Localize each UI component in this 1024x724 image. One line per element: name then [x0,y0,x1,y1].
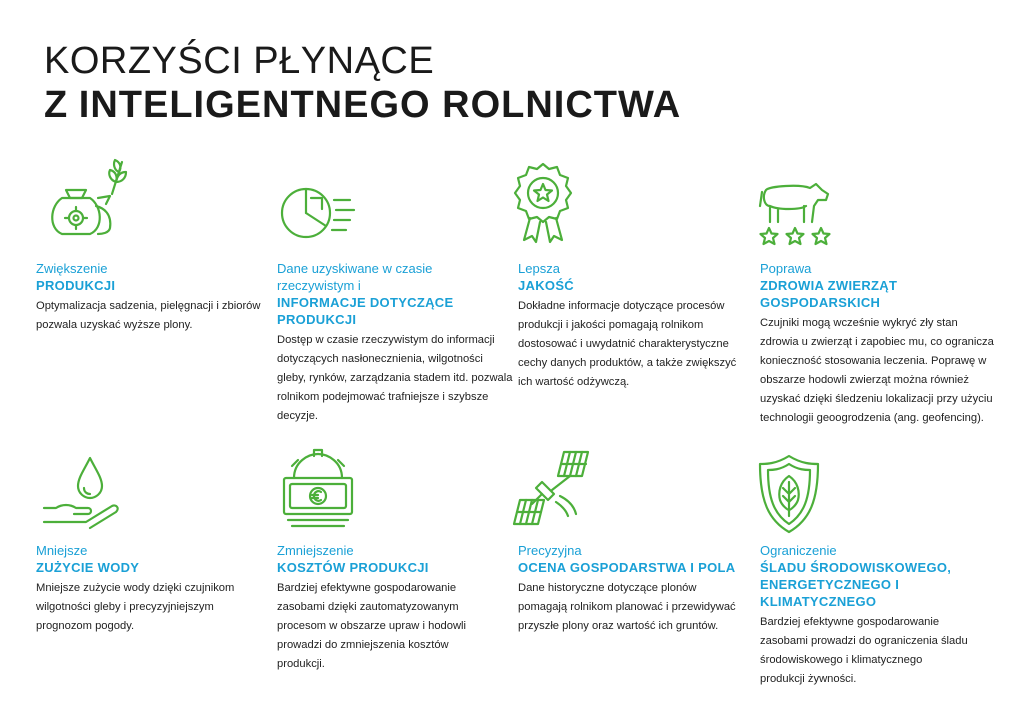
benefit-subtitle: Zmniejszenie [277,543,354,558]
benefit-quality [518,260,754,392]
benefit-water-usage [36,542,272,636]
pie-chart-data-icon [278,178,358,248]
benefit-farm-assessment [518,542,754,636]
water-drop-hand-icon [40,450,124,530]
benefit-description: Optymalizacja sadzenia, pielęgnacji i zbiorów pozwala uzyskać wyższe plony. [36,300,261,331]
benefit-heading: ŚLADU ŚRODOWISKOWEGO, ENERGETYCZNEGO I KLIMATYCZNEGO [760,560,952,609]
cow-stars-icon [756,176,834,252]
benefit-subtitle: Lepsza [518,261,560,276]
euro-banknote-gear-icon [278,448,358,530]
title-line-2 [44,86,681,124]
benefit-subtitle: Poprawa [760,261,812,276]
benefit-subtitle: Mniejsze [36,543,88,558]
benefit-subtitle: Precyzyjna [518,543,582,558]
benefit-subtitle: Zwiększenie [36,261,108,276]
benefit-description: Dostęp w czasie rzeczywistym do informacji dotyczących nasłonecznienia, wilgotności gleby, rynków, zarządzania stadem itd. pozwala rolnikom podejmować trafniejsze i szybsze decyzje. [277,334,513,422]
title-line-2-bold: INTELIGENTNEGO ROLNICTWA [78,84,682,126]
benefit-description: Dokładne informacje dotyczące procesów produkcji i jakości pomagają rolnikom dostosować i uwydatnić charakterystyczne cechy danych produktów, a także zwiększyć ich wartość odżywczą. [518,300,737,388]
produce-sacks-icon [40,150,132,242]
benefit-description: Bardziej efektywne gospodarowanie zasobami dzięki zautomatyzowanym procesom w obszarze upraw i hodowli prowadzi do zmniejszenia kosztów produkcji. [277,582,467,670]
benefit-environmental-footprint [760,542,996,689]
page-title [44,42,681,124]
title-line-1: KORZYŚCI PŁYNĄCE [44,40,435,82]
benefit-increase-production [36,260,272,335]
benefit-heading: PRODUKCJI [36,278,116,293]
benefit-heading: JAKOŚĆ [518,278,574,293]
benefit-description: Dane historyczne dotyczące plonów pomagają rolnikom planować i przewidywać przyszłe plony oraz wartość ich gruntów. [518,582,736,632]
benefit-description: Czujniki mogą wcześnie wykryć zły stan zdrowia u zwierząt i zapobiec mu, co ogranicza konieczność stosowania leczenia. Poprawę w obszarze hodowli zwierząt można również uzyskać dzięki śledzeniu lokalizacji przy użyciu technologii geoogrodzenia (ang. geofencing). [760,317,994,424]
benefit-heading: ZUŻYCIE WODY [36,560,140,575]
benefit-subtitle: Dane uzyskiwane w czasie rzeczywistym i [277,261,433,293]
benefit-heading: INFORMACJE DOTYCZĄCE PRODUKCJI [277,295,454,327]
benefit-production-costs [277,542,513,674]
benefit-subtitle: Ograniczenie [760,543,837,558]
benefit-description: Mniejsze zużycie wody dzięki czujnikom wilgotności gleby i precyzyjniejszym prognozom pogody. [36,582,235,632]
leaf-shield-icon [754,452,824,536]
benefit-heading: ZDROWIA ZWIERZĄT GOSPODARSKICH [760,278,898,310]
benefit-heading: KOSZTÓW PRODUKCJI [277,560,429,575]
quality-award-icon [510,160,576,246]
satellite-icon [512,446,604,530]
benefit-production-information [277,260,513,426]
benefit-description: Bardziej efektywne gospodarowanie zasobami prowadzi do ograniczenia śladu środowiskowego i klimatycznego produkcji żywności. [760,616,968,685]
title-line-2-prefix: Z [44,84,68,126]
benefit-heading: OCENA GOSPODARSTWA I POLA [518,560,736,575]
benefit-livestock-health [760,260,996,428]
